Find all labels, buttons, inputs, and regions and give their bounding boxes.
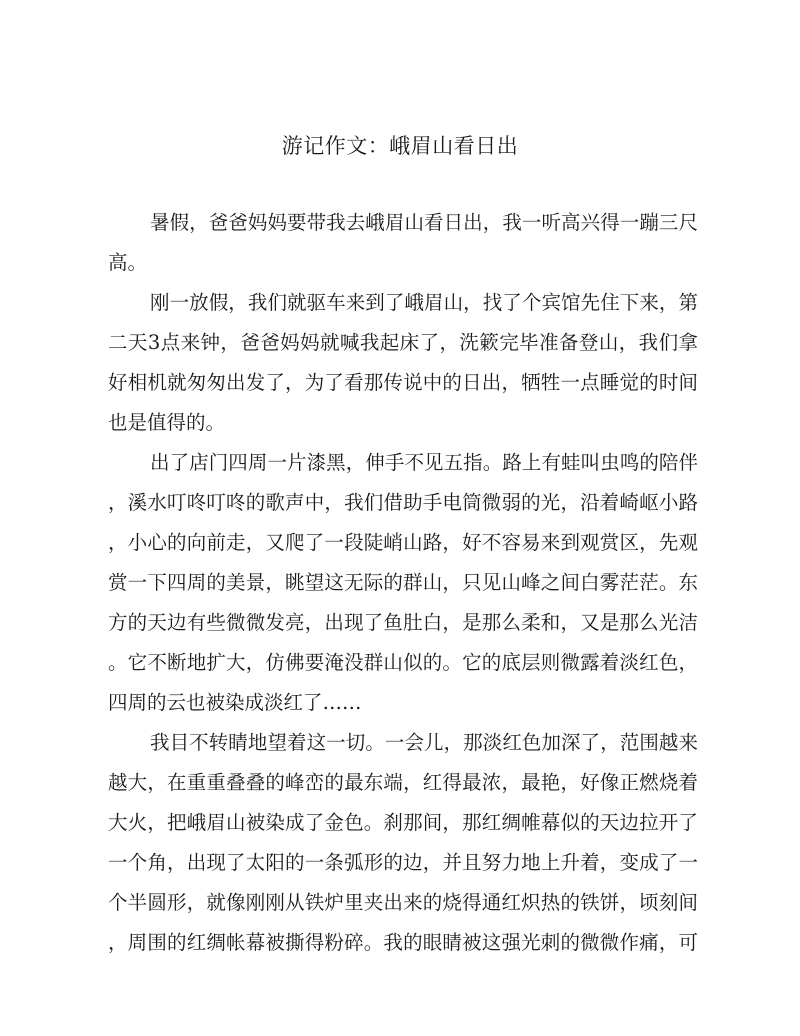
text-line: ，溪水叮咚叮咚的歌声中，我们借助手电筒微弱的光，沿着崎岖小路: [108, 491, 698, 514]
text-line: 个半圆形，就像刚刚从铁炉里夹出来的烧得通红炽热的铁饼，顷刻间: [108, 891, 698, 914]
page-title: 游记作文：峨眉山看日出: [281, 134, 519, 158]
text-line: 刚一放假，我们就驱车来到了峨眉山，找了个宾馆先住下来，第: [150, 291, 698, 314]
text-line: ，小心的向前走，又爬了一段陡峭山路，好不容易来到观赏区，先观: [108, 531, 698, 554]
text-line: 一个角，出现了太阳的一条弧形的边，并且努力地上升着，变成了一: [108, 851, 698, 874]
text-line: 高。: [108, 251, 148, 274]
text-line: 暑假，爸爸妈妈要带我去峨眉山看日出，我一听高兴得一蹦三尺: [150, 211, 698, 234]
text-line: 越大，在重重叠叠的峰峦的最东端，红得最浓，最艳，好像正燃烧着: [108, 771, 698, 794]
text-line: 我目不转睛地望着这一切。一会儿，那淡红色加深了，范围越来: [150, 731, 698, 754]
text-line: 好相机就匆匆出发了，为了看那传说中的日出，牺牲一点睡觉的时间: [108, 371, 698, 394]
text-line: 赏一下四周的美景，眺望这无际的群山，只见山峰之间白雾茫茫。东: [108, 571, 698, 594]
body-text: [108, 203, 698, 963]
text-line: 出了店门四周一片漆黑，伸手不见五指。路上有蛙叫虫鸣的陪伴: [150, 451, 698, 474]
text-line: 二天3点来钟，爸爸妈妈就喊我起床了，洗簌完毕准备登山，我们拿: [108, 331, 698, 354]
text-line: ，周围的红绸帐幕被撕得粉碎。我的眼睛被这强光刺的微微作痛，可: [108, 931, 698, 954]
text-line: 。它不断地扩大，仿佛要淹没群山似的。它的底层则微露着淡红色，: [108, 651, 698, 674]
text-line: 四周的云也被染成淡红了……: [108, 691, 362, 714]
text-line: 也是值得的。: [108, 411, 226, 434]
text-line: 方的天边有些微微发亮，出现了鱼肚白，是那么柔和，又是那么光洁: [108, 611, 698, 634]
text-line: 大火，把峨眉山被染成了金色。刹那间，那红绸帷幕似的天边拉开了: [108, 811, 698, 834]
